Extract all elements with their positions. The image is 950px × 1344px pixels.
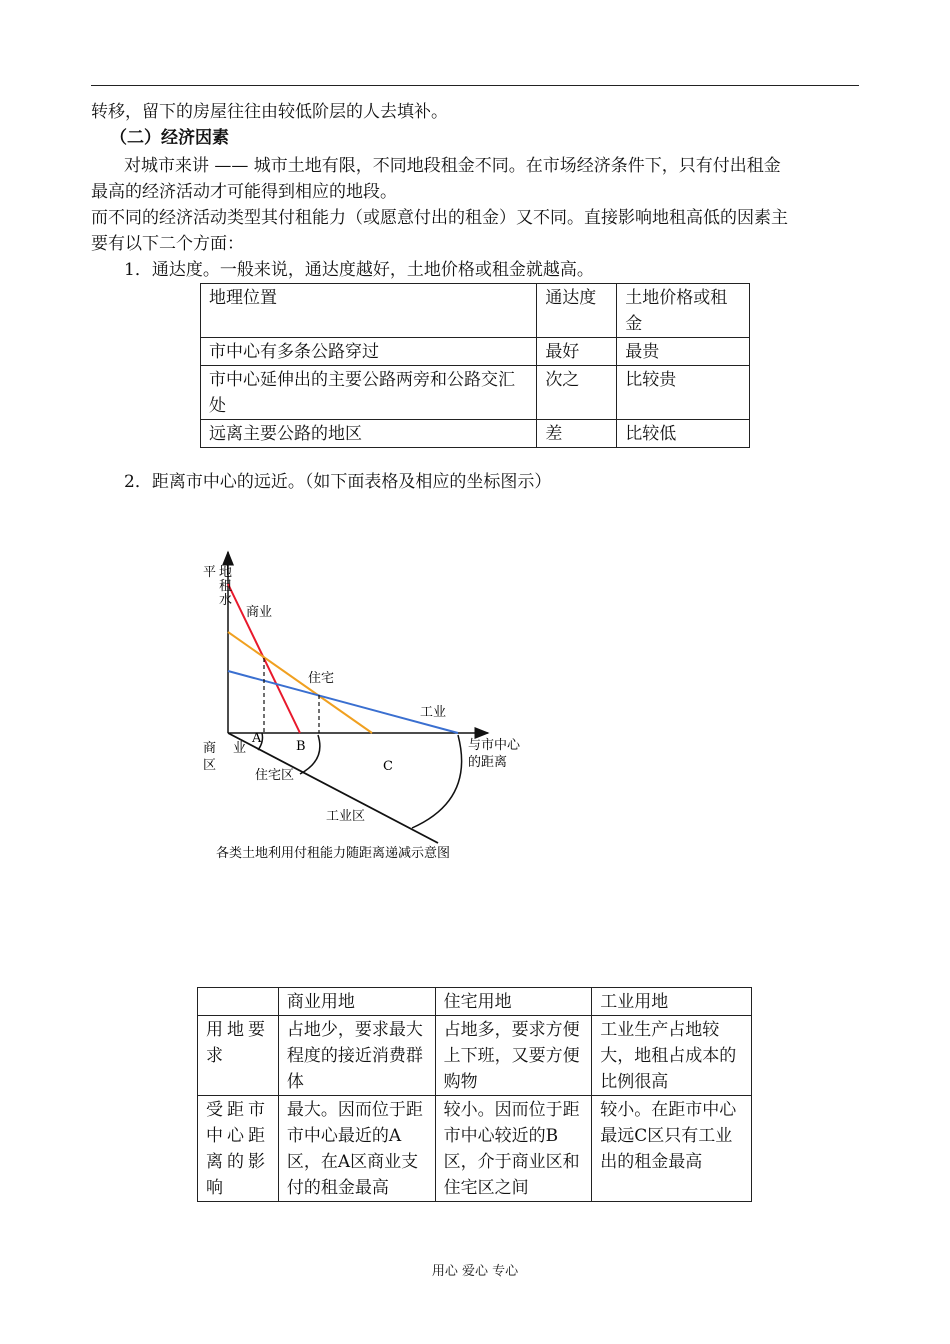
paragraph-continuation: 转移，留下的房屋往往由较低阶层的人去填补。 <box>91 102 448 122</box>
table-row <box>198 1016 752 1096</box>
list-item-distance: 2．距离市中心的远近。（如下面表格及相应的坐标图示） <box>124 472 552 492</box>
zone-b-label: B <box>296 739 306 754</box>
table-row <box>198 1096 752 1202</box>
table-cell: 市中心有多条公路穿过 <box>201 338 537 366</box>
x-axis-label-line2: 的距离 <box>468 755 508 770</box>
table-cell: 地理位置 <box>201 284 537 338</box>
table-cell: 通达度 <box>537 284 617 338</box>
table-cell: 比较贵 <box>617 366 750 420</box>
residence-label: 住宅 <box>308 671 335 686</box>
table-cell: 最好 <box>537 338 617 366</box>
residence-zone-label: 住宅区 <box>255 768 295 783</box>
commerce-zone-label-3: 区 <box>203 758 217 773</box>
table-cell: 较小。在距市中心最远C区只有工业出的租金最高 <box>592 1096 752 1202</box>
paragraph-line: 要有以下二个方面： <box>91 234 244 254</box>
industry-label: 工业 <box>420 705 447 720</box>
list-item-accessibility: 1．通达度。一般来说，通达度越好，土地价格或租金就越高。 <box>124 260 594 280</box>
table-cell: 受距市中心距离的影响 <box>198 1096 279 1202</box>
commerce-zone-label-2: 业 <box>233 741 247 756</box>
table-cell: 差 <box>537 420 617 448</box>
table-header-row <box>198 988 752 1016</box>
zone-c-arc <box>412 735 462 828</box>
section-heading: （二）经济因素 <box>110 128 229 148</box>
table-cell <box>198 988 279 1016</box>
industry-rent-line <box>228 671 458 733</box>
table-cell: 工业用地 <box>592 988 752 1016</box>
industry-zone-label: 工业区 <box>326 809 366 824</box>
table-cell: 远离主要公路的地区 <box>201 420 537 448</box>
table-cell: 占地少，要求最大程度的接近消费群体 <box>278 1016 435 1096</box>
table-cell: 最大。因而位于距市中心最近的A区，在A区商业支付的租金最高 <box>278 1096 435 1202</box>
table-cell: 用地要求 <box>198 1016 279 1096</box>
table-cell: 次之 <box>537 366 617 420</box>
table-cell: 工业生产占地较大，地租占成本的比例很高 <box>592 1016 752 1096</box>
zone-ray <box>228 733 438 843</box>
paragraph-line: 而不同的经济活动类型其付租能力（或愿意付出的租金）又不同。直接影响地租高低的因素主 <box>91 208 788 228</box>
table-cell: 商业用地 <box>278 988 435 1016</box>
commerce-label: 商业 <box>246 605 273 620</box>
table-cell: 土地价格或租金 <box>617 284 750 338</box>
commerce-zone-label-1: 商 <box>203 741 217 756</box>
zone-c-label: C <box>383 759 393 774</box>
y-axis-label: 平 地 租水 <box>203 565 233 608</box>
x-axis-label-line1: 与市中心 <box>468 738 521 753</box>
page-footer: 用心 爱心 专心 <box>431 1264 519 1279</box>
table-cell: 最贵 <box>617 338 750 366</box>
residence-rent-line <box>228 632 372 733</box>
table-cell: 住宅用地 <box>435 988 592 1016</box>
table-cell: 市中心延伸出的主要公路两旁和公路交汇处 <box>201 366 537 420</box>
table-cell: 较小。因而位于距市中心较近的B区，介于商业区和住宅区之间 <box>435 1096 592 1202</box>
zone-a-label: A <box>252 731 262 746</box>
paragraph-line: 对城市来讲 —— 城市土地有限，不同地段租金不同。在市场经济条件下，只有付出租金 <box>124 156 781 176</box>
paragraph-line: 最高的经济活动才可能得到相应的地段。 <box>91 182 397 202</box>
diagram-caption: 各类土地利用付租能力随距离递减示意图 <box>216 846 451 861</box>
land-use-table <box>197 987 752 1202</box>
table-cell: 占地多，要求方便上下班，又要方便购物 <box>435 1016 592 1096</box>
table-cell: 比较低 <box>617 420 750 448</box>
